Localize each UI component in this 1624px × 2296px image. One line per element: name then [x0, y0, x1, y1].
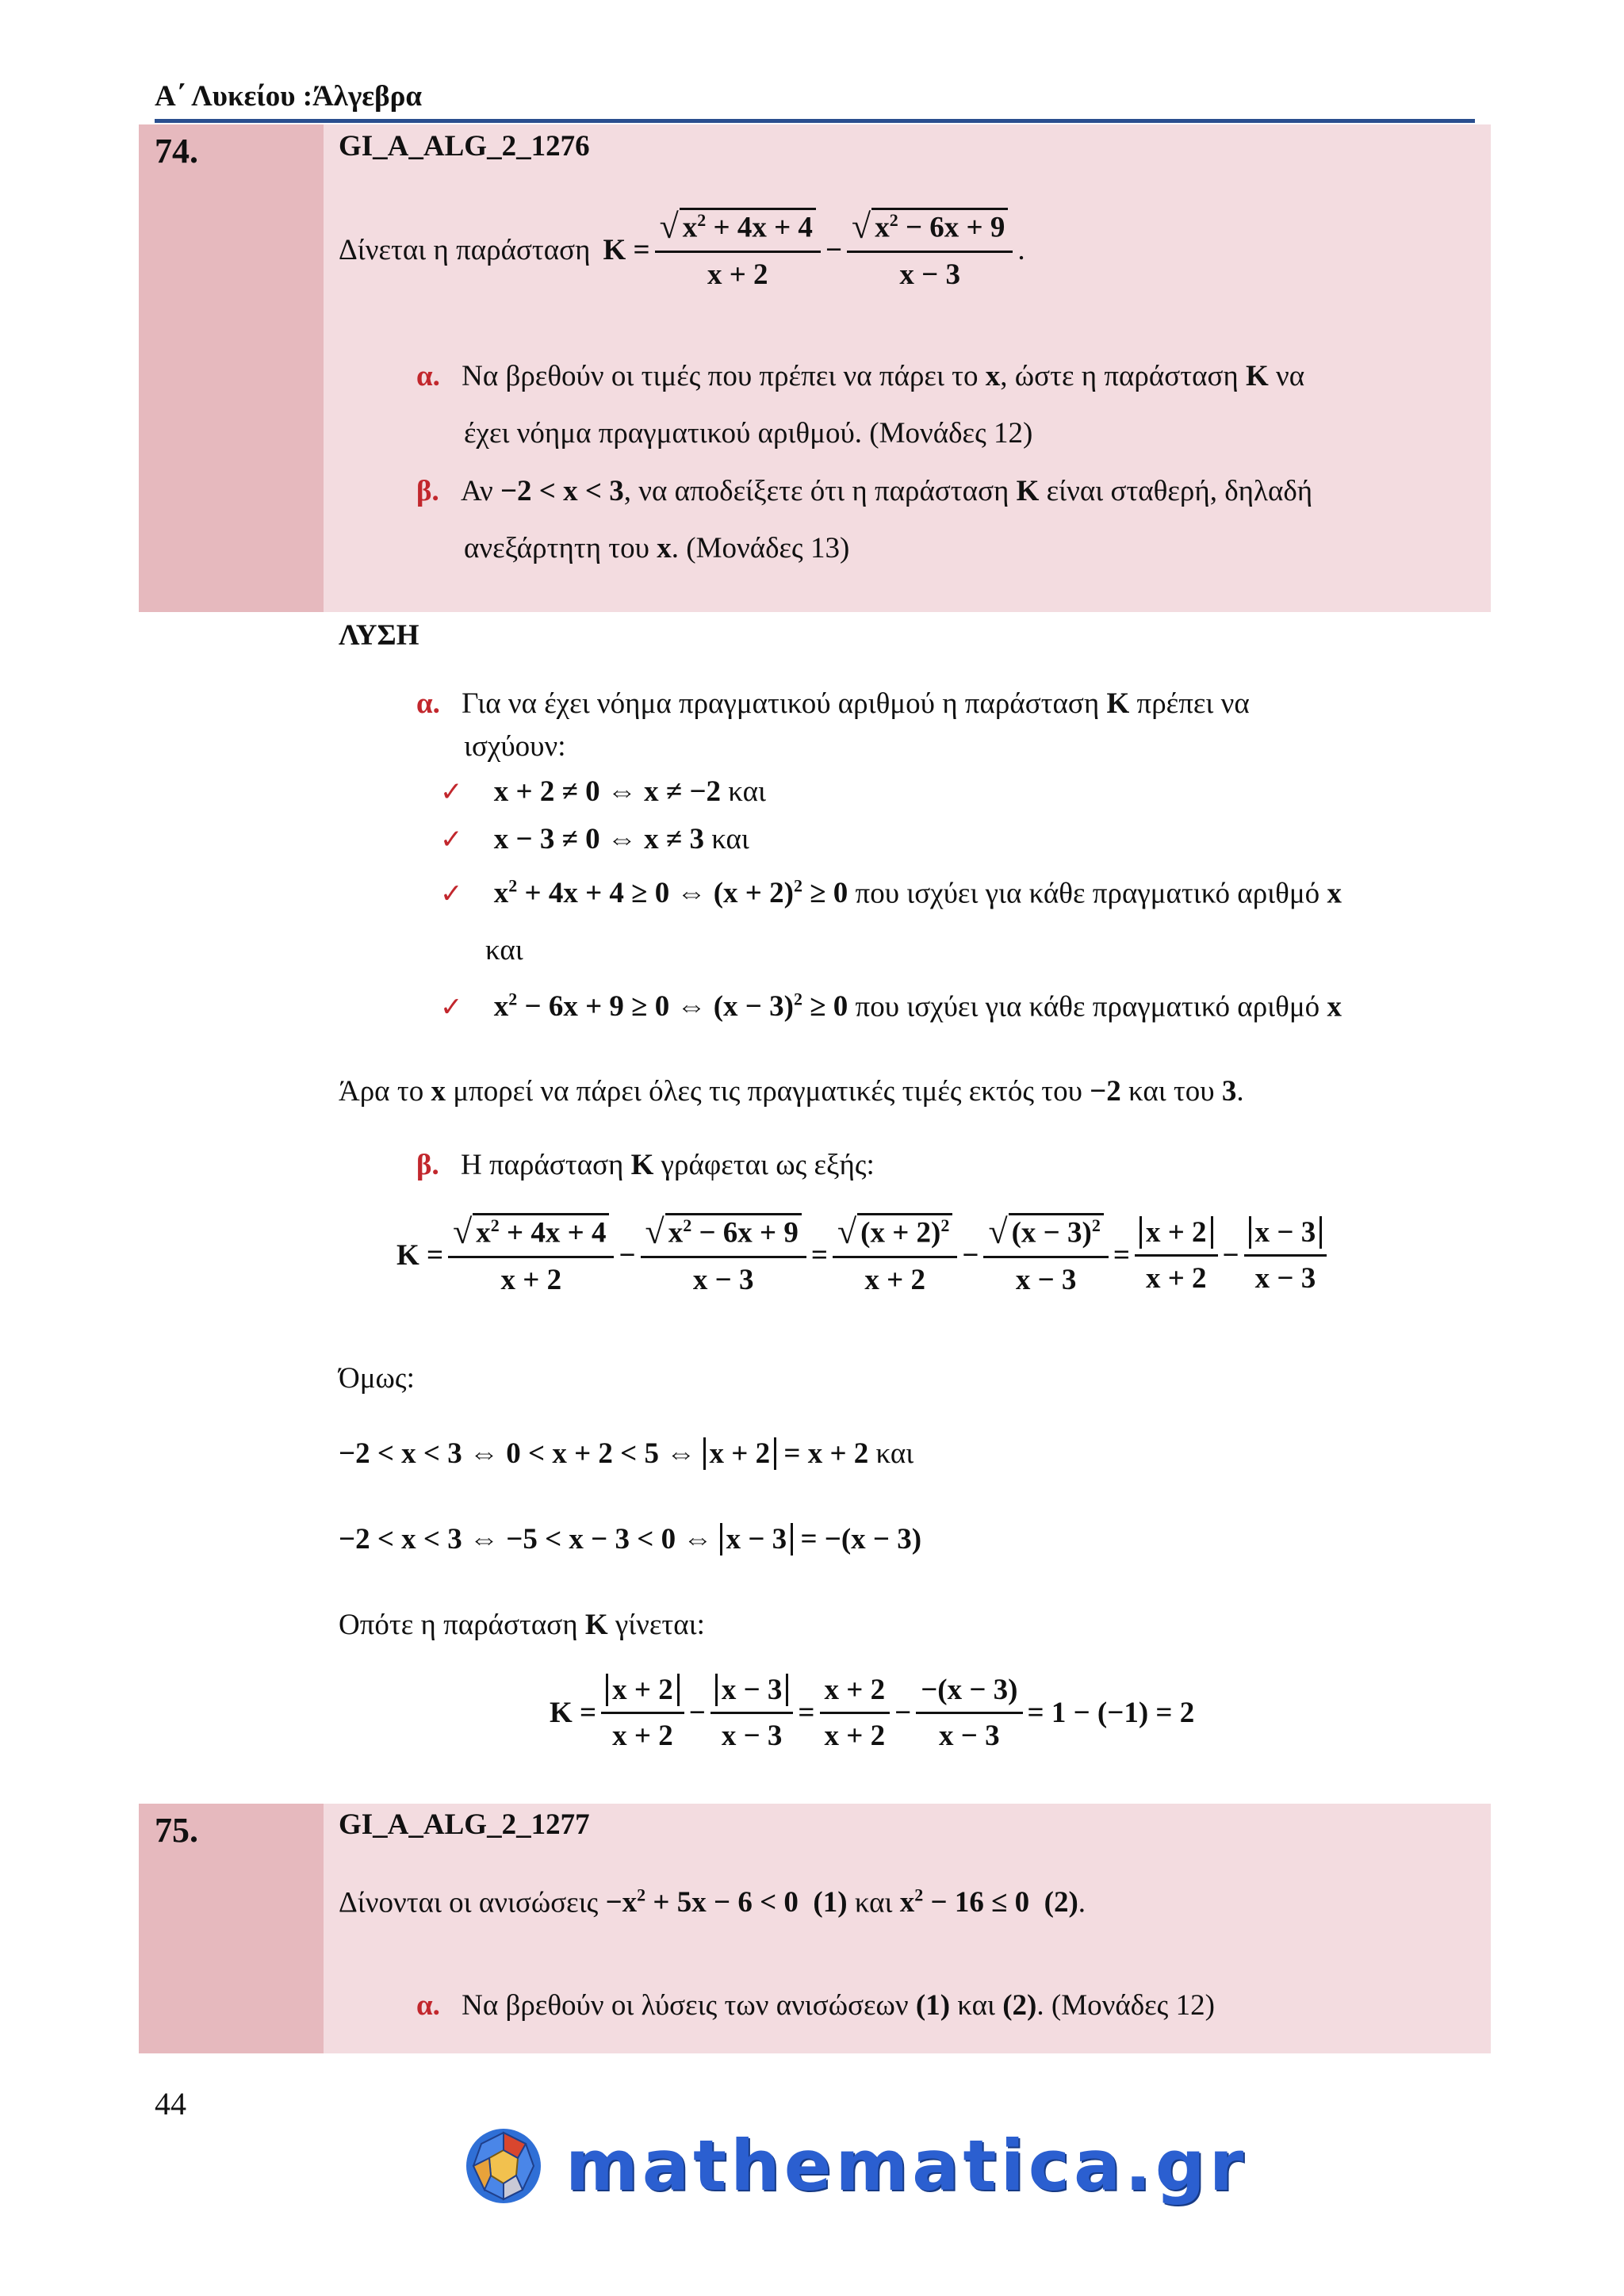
problem-74-part-a-line2: έχει νόημα πραγματικού αριθμού. (Μονάδες 12) — [464, 417, 1033, 450]
solution-however: Όμως: — [339, 1362, 415, 1395]
problem-75-given: Δίνονται οι $\alpha\nu\iota\sigma ώ\sigma\varepsilon\iota\varsigma -x^2 + 5x - 6 < 0$ (1) και $x^2 - 16 \le 0$ (2). — [339, 1885, 1086, 1919]
polyhedron-logo-icon — [464, 2126, 543, 2206]
solution-heading: ΛΥΣΗ — [339, 619, 419, 652]
problem-74-part-a: α. Να βρεθούν οι τιμές που πρέπει να πάρει το x, ώστε η παράσταση K να — [416, 360, 1305, 392]
header-rule — [155, 119, 1475, 123]
problem-74-part-b-line2: ανεξάρτητη του x. (Μονάδες 13) — [464, 532, 850, 564]
condition-1: ✓ x + 2 ≠ 0 ⇔ x ≠ −2 και — [440, 775, 766, 808]
condition-2: ✓ x − 3 ≠ 0 ⇔ x ≠ 3 και — [440, 823, 749, 855]
problem-number-cell — [139, 1804, 324, 2053]
solution-b-rewrite-equation: K = √ $x^2 + 4x + 4$ x + 2 − √ $x^2 - 6x + 9$ x − 3 = √ $(x + 2)^2$ x + 2 − √ $(x - 3)^2$ x − 3 = $\frac{x + 2}{x + 2}$ − $\frac{x - 3}{x - 3}$ — [396, 1213, 1331, 1297]
solution-part-b: β. Η παράσταση K γράφεται ως εξής: — [416, 1149, 875, 1181]
problem-number: 74. — [155, 132, 198, 170]
solution-part-a-line2: ισχύουν: — [464, 730, 566, 763]
problem-code: GI_A_ALG_2_1276 — [339, 130, 590, 163]
footer-logo[interactable] — [464, 2125, 1247, 2206]
solution-b-final-equation: K = $\frac{x + 2}{x + 2}$ − $\frac{x - 3}{x - 3}$ = $\frac{x + 2}{x + 2}$ − $\frac{-(x - 3)}{x - 3}$ = 1 − (−1) = 2 — [550, 1674, 1195, 1752]
solution-a-conclusion: Άρα το x μπορεί να πάρει όλες τις πραγματικές τιμές εκτός του −2 και του 3. — [339, 1075, 1244, 1108]
checkmark-icon: ✓ — [440, 824, 463, 855]
condition-4: ✓ $x^2 - 6x + 9 \ge 0$ ⇔ $(x - 3)^2 \ge 0$ που ισχύει για κάθε πραγματικό αριθμό x — [440, 989, 1342, 1024]
page-number: 44 — [155, 2086, 186, 2122]
inequality-chain-1: −2 < x < 3 ⇔ 0 < x + 2 < 5 ⇔ x + 2 = x + 2 και — [339, 1437, 914, 1470]
condition-3: ✓ $x^2 + 4x + 4 \ge 0$ ⇔ $(x + 2)^2 \ge 0$ που ισχύει για κάθε πραγματικό αριθμό x — [440, 876, 1342, 910]
logo-text: mathematica.gr — [565, 2125, 1248, 2206]
problem-number-cell — [139, 124, 324, 612]
checkmark-icon: ✓ — [440, 776, 463, 808]
inequality-chain-2: −2 < x < 3 ⇔ −5 < x − 3 < 0 ⇔ x − 3 = −(x − 3) — [339, 1523, 922, 1556]
checkmark-icon: ✓ — [440, 991, 463, 1024]
problem-74-part-b: β. Αν −2 < x < 3, να αποδείξετε ότι η παράσταση K είναι σταθερή, δηλαδή — [416, 475, 1313, 507]
condition-3-and: και — [485, 934, 523, 966]
page-header-title: Α΄ Λυκείου :Άλγεβρα — [155, 80, 423, 113]
problem-number: 75. — [155, 1811, 198, 1850]
problem-74-given: Δίνεται η παράσταση K = √ $x^2 + 4x + 4$ x + 2 − √ $x^2 - 6x + 9$ x − 3 . — [339, 207, 1025, 292]
checkmark-icon: ✓ — [440, 878, 463, 910]
problem-75-part-a: α. Να βρεθούν οι λύσεις των ανισώσεων (1) και (2). (Μονάδες 12) — [416, 1989, 1215, 2022]
solution-therefore: Οπότε η παράσταση K γίνεται: — [339, 1609, 705, 1641]
solution-part-a: α. Για να έχει νόημα πραγματικού αριθμού η παράσταση K πρέπει να — [416, 687, 1250, 720]
problem-code: GI_A_ALG_2_1277 — [339, 1808, 590, 1841]
